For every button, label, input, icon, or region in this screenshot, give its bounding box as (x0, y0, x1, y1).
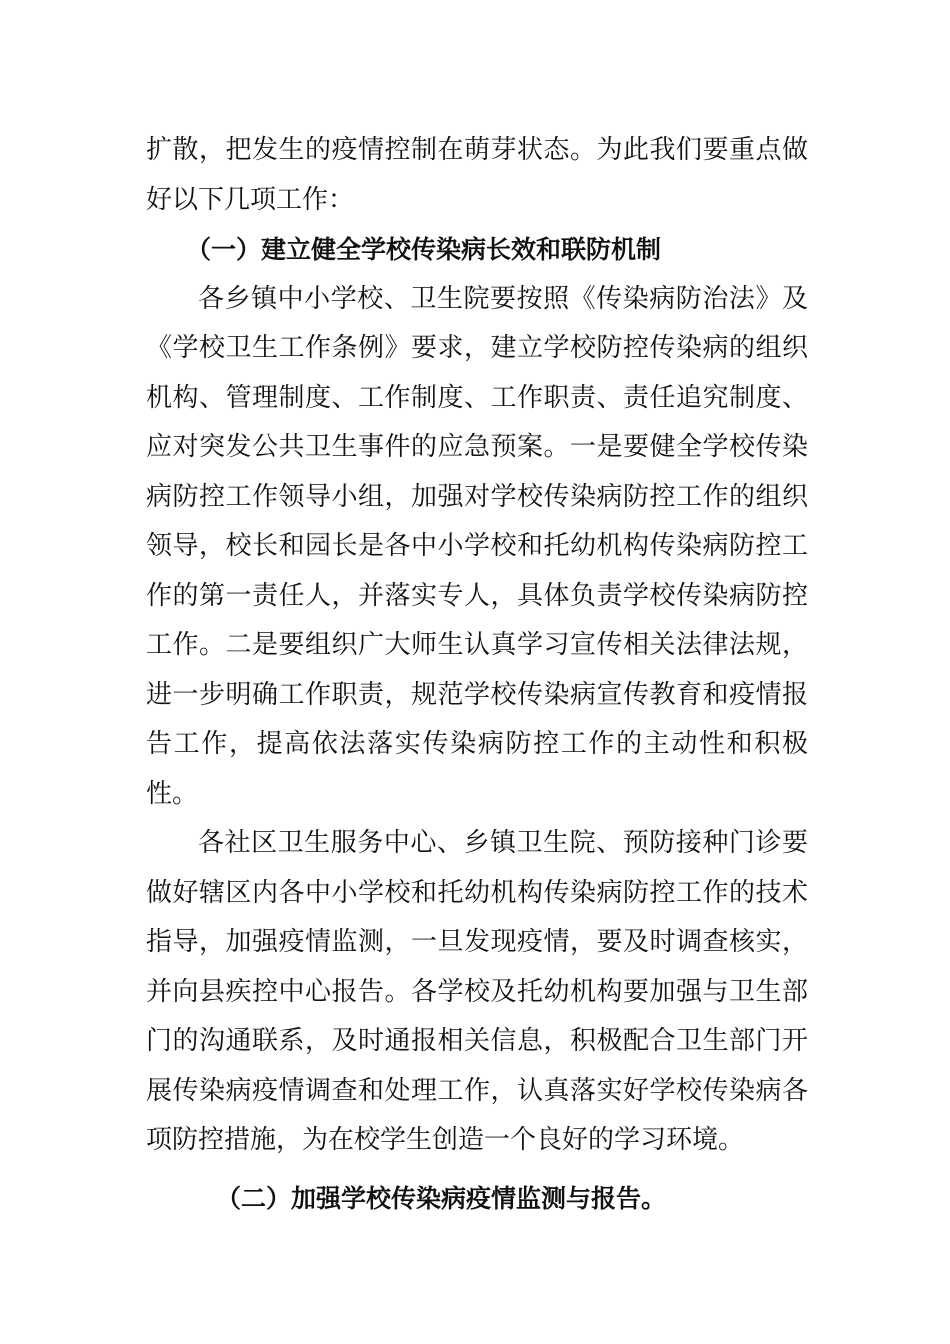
section-heading-1: （一）建立健全学校传染病长效和联防机制 (186, 235, 662, 264)
continuation-paragraph: 扩散，把发生的疫情控制在萌芽状态。为此我们要重点做好以下几项工作： (146, 135, 808, 215)
section-heading-2: （二）加强学校传染病疫情监测与报告。 (216, 1183, 667, 1213)
body-paragraph-1: 各乡镇中小学校、卫生院要按照《传染病防治法》及《学校卫生工作条例》要求，建立学校防控传染病的组织机构、管理制度、工作制度、工作职责、责任追究制度、应对突发公共卫生事件的应急预案。一是要健全学校传染病防控工作领导小组，加强对学校传染病防控工作的组织领导，校长和园长是各中小学校和托幼机构传染病防控工作的第一责任人，并落实专人，具体负责学校传染病防控工作。二是要组织广大师生认真学习宣传相关法律法规，进一步明确工作职责，规范学校传染病宣传教育和疫情报告工作，提高依法落实传染病防控工作的主动性和积极性。 (146, 283, 808, 809)
document-body (146, 126, 808, 1223)
body-paragraph-2: 各社区卫生服务中心、乡镇卫生院、预防接种门诊要做好辖区内各中小学校和托幼机构传染病防控工作的技术指导，加强疫情监测，一旦发现疫情，要及时调查核实，并向县疾控中心报告。各学校及托幼机构要加强与卫生部门的沟通联系，及时通报相关信息，积极配合卫生部门开展传染病疫情调查和处理工作，认真落实好学校传染病各项防控措施，为在校学生创造一个良好的学习环境。 (146, 828, 808, 1155)
